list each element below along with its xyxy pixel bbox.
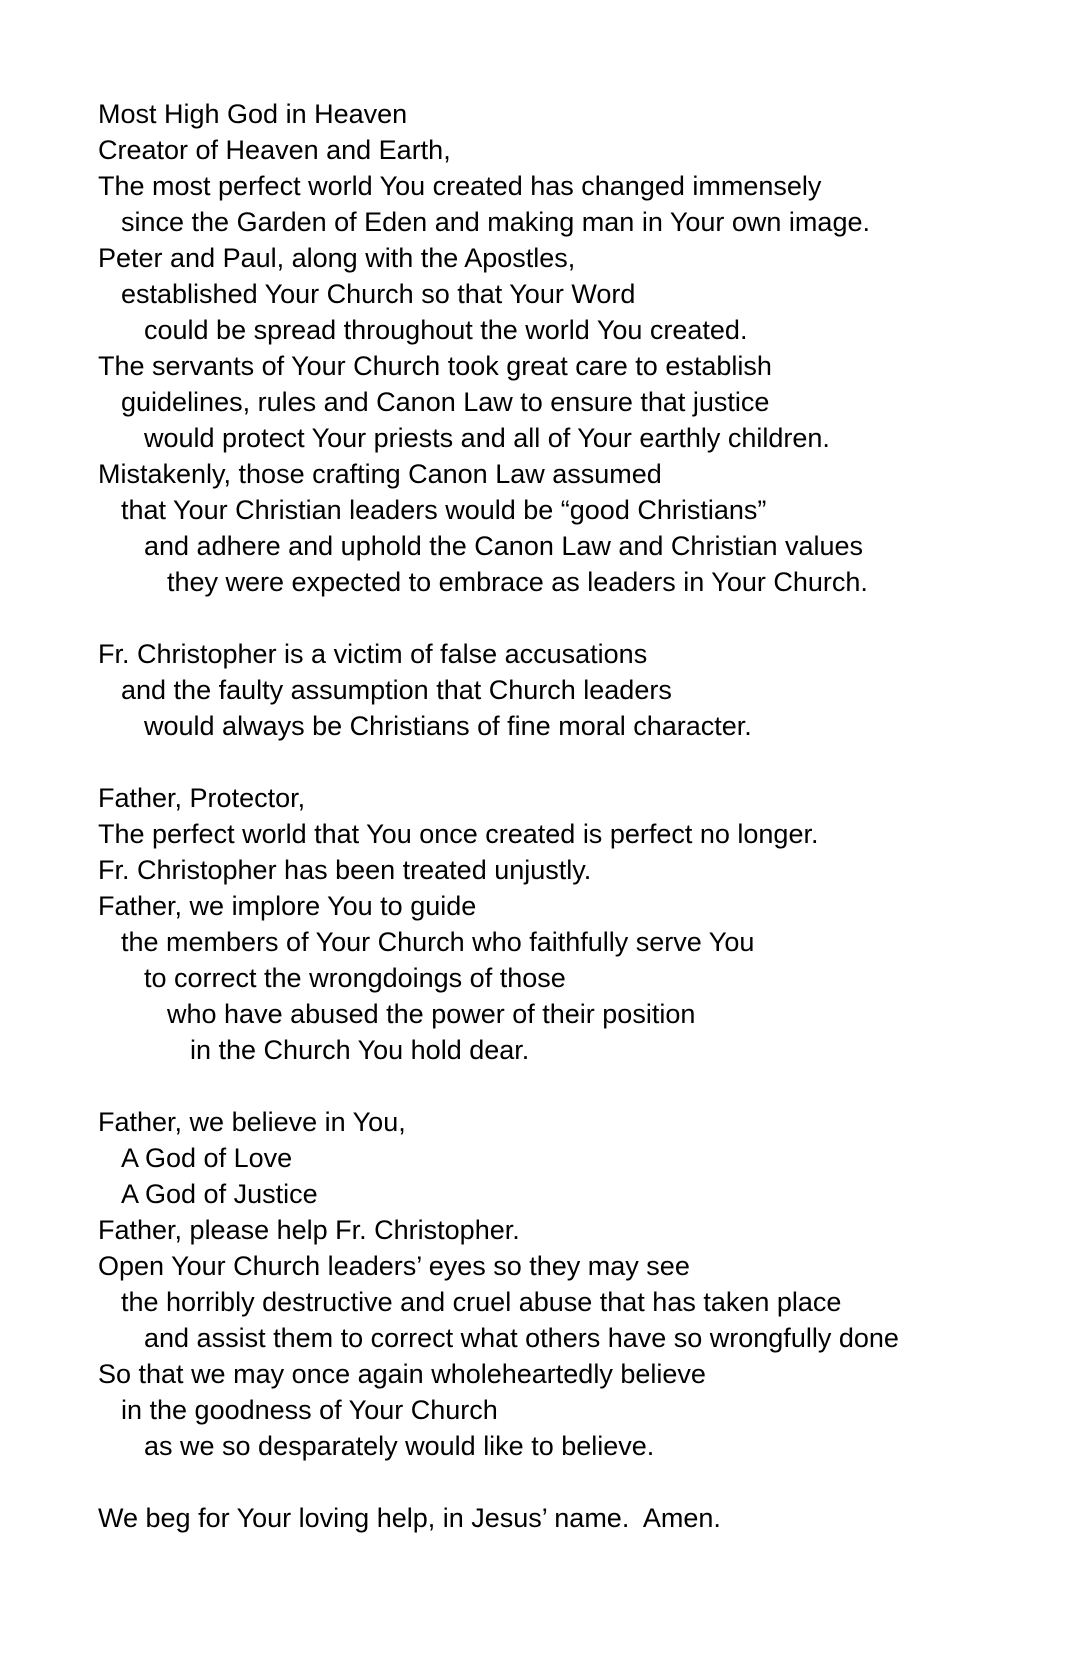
prayer-line: and assist them to correct what others have so wrongfully done xyxy=(144,1323,899,1353)
prayer-line: to correct the wrongdoings of those xyxy=(144,963,566,993)
prayer-line: A God of Love xyxy=(121,1143,293,1173)
prayer-line: Fr. Christopher is a victim of false accusations xyxy=(98,639,648,669)
prayer-line: The perfect world that You once created is perfect no longer. xyxy=(98,819,819,849)
prayer-line: in the Church You hold dear. xyxy=(190,1035,530,1065)
prayer-line: So that we may once again wholeheartedly believe xyxy=(98,1359,706,1389)
stanza-2 xyxy=(98,636,1058,744)
prayer-line: Father, we implore You to guide xyxy=(98,891,477,921)
prayer-line: Father, please help Fr. Christopher. xyxy=(98,1215,520,1245)
prayer-line: Open Your Church leaders’ eyes so they may see xyxy=(98,1251,690,1281)
prayer-line: Most High God in Heaven xyxy=(98,99,408,129)
prayer-line: would always be Christians of fine moral character. xyxy=(144,711,752,741)
prayer-line: and the faulty assumption that Church leaders xyxy=(121,675,672,705)
prayer-line: The most perfect world You created has changed immensely xyxy=(98,171,822,201)
stanza-5 xyxy=(98,1500,1058,1536)
prayer-line: could be spread throughout the world You created. xyxy=(144,315,748,345)
stanza-1 xyxy=(98,96,1058,600)
prayer-line: Mistakenly, those crafting Canon Law assumed xyxy=(98,459,662,489)
prayer-line: who have abused the power of their position xyxy=(167,999,696,1029)
prayer-closing-line: We beg for Your loving help, in Jesus’ name. Amen. xyxy=(98,1503,721,1533)
prayer-line: Father, we believe in You, xyxy=(98,1107,406,1137)
prayer-line: they were expected to embrace as leaders in Your Church. xyxy=(167,567,868,597)
prayer-line: Peter and Paul, along with the Apostles, xyxy=(98,243,576,273)
prayer-text xyxy=(98,96,1058,1536)
prayer-line: A God of Justice xyxy=(121,1179,318,1209)
prayer-line: Father, Protector, xyxy=(98,783,306,813)
prayer-line: The servants of Your Church took great care to establish xyxy=(98,351,772,381)
prayer-line: the horribly destructive and cruel abuse that has taken place xyxy=(121,1287,842,1317)
prayer-line: and adhere and uphold the Canon Law and Christian values xyxy=(144,531,864,561)
prayer-line: guidelines, rules and Canon Law to ensure that justice xyxy=(121,387,770,417)
stanza-4 xyxy=(98,1104,1058,1464)
stanza-3 xyxy=(98,780,1058,1068)
prayer-line: would protect Your priests and all of Your earthly children. xyxy=(144,423,830,453)
prayer-line: established Your Church so that Your Word xyxy=(121,279,636,309)
prayer-line: that Your Christian leaders would be “good Christians” xyxy=(121,495,767,525)
prayer-line: Creator of Heaven and Earth, xyxy=(98,135,451,165)
prayer-line: in the goodness of Your Church xyxy=(121,1395,498,1425)
prayer-line: Fr. Christopher has been treated unjustly. xyxy=(98,855,592,885)
prayer-line: since the Garden of Eden and making man in Your own image. xyxy=(121,207,870,237)
prayer-line: as we so desparately would like to believe. xyxy=(144,1431,655,1461)
prayer-line: the members of Your Church who faithfully serve You xyxy=(121,927,755,957)
